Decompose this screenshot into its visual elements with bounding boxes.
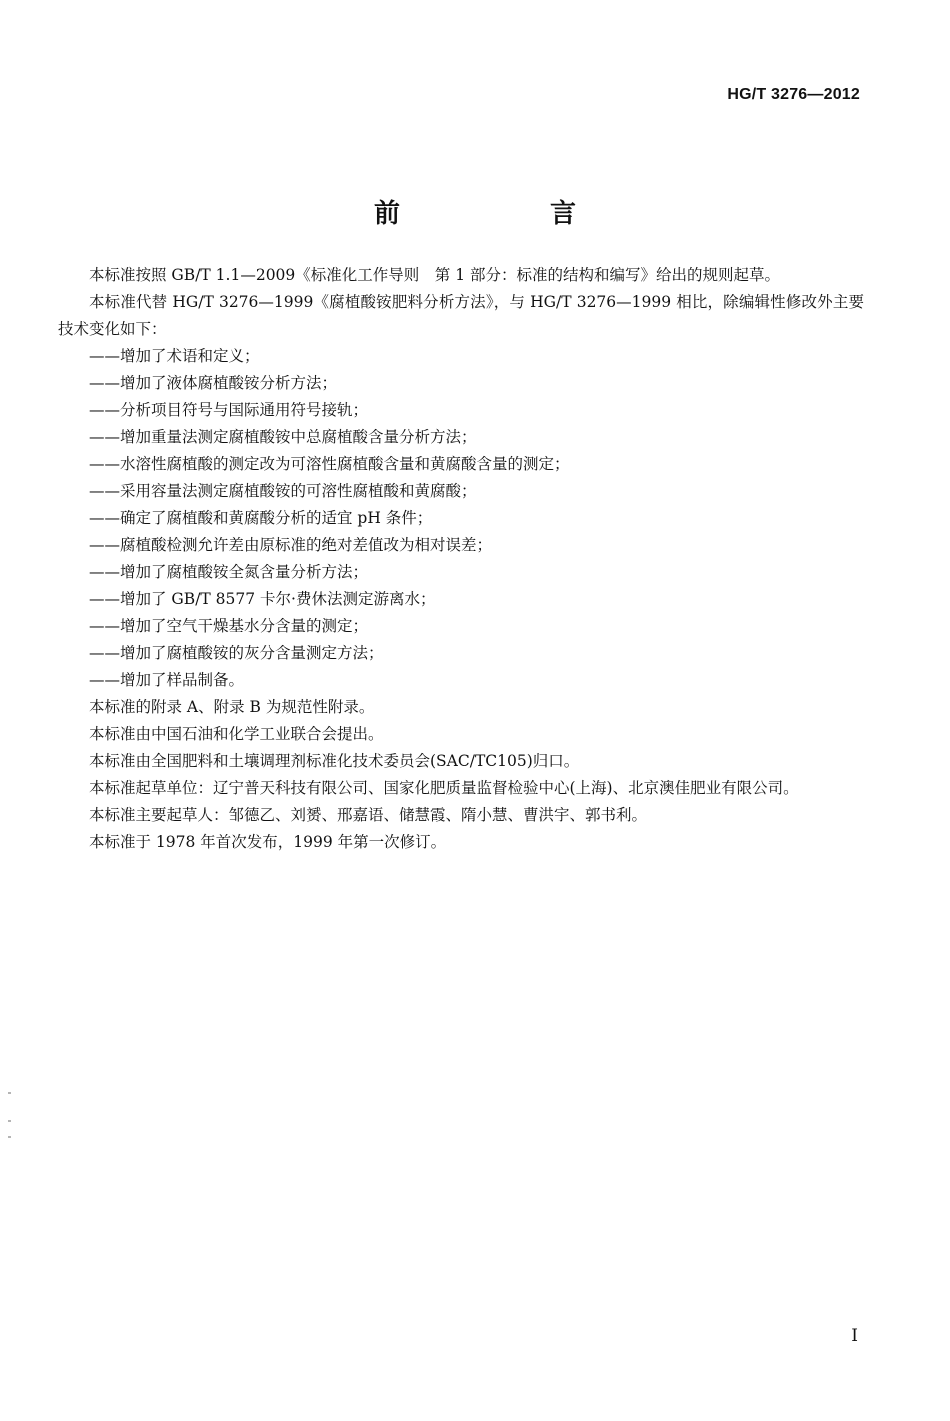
- paragraph-committee: 本标准由全国肥料和土壤调理剂标准化技术委员会(SAC/TC105)归口。: [89, 752, 580, 770]
- list-item: ——分析项目符号与国际通用符号接轨；: [89, 401, 369, 419]
- list-item: ——增加了空气干燥基水分含量的测定；: [89, 617, 369, 635]
- list-item: ——水溶性腐植酸的测定改为可溶性腐植酸含量和黄腐酸含量的测定；: [89, 455, 570, 473]
- list-item: ——采用容量法测定腐植酸铵的可溶性腐植酸和黄腐酸；: [89, 482, 477, 500]
- page-title: 前 言: [373, 199, 638, 230]
- list-item: ——增加了样品制备。: [89, 671, 245, 689]
- paragraph-drafting-rules: 本标准按照 GB/T 1.1—2009《标准化工作导则 第 1 部分：标准的结构和编写》给出的规则起草。: [89, 266, 781, 284]
- paragraph-annexes: 本标准的附录 A、附录 B 为规范性附录。: [89, 698, 375, 716]
- list-item: ——确定了腐植酸和黄腐酸分析的适宜 pH 条件；: [89, 509, 433, 527]
- technical-changes-list: [58, 343, 864, 694]
- list-item: ——增加了腐植酸铵全氮含量分析方法；: [89, 563, 369, 581]
- paragraph-drafting-units: 本标准起草单位：辽宁普天科技有限公司、国家化肥质量监督检验中心(上海)、北京澳佳肥业有限公司。: [89, 779, 799, 797]
- paragraph-proposer: 本标准由中国石油和化学工业联合会提出。: [89, 725, 384, 743]
- paragraph-history: 本标准于 1978 年首次发布，1999 年第一次修订。: [89, 833, 447, 851]
- page-number: I: [851, 1326, 858, 1346]
- paragraph-replacement: 本标准代替 HG/T 3276—1999《腐植酸铵肥料分析方法》，与 HG/T 3276—1999 相比，除编辑性修改外主要技术变化如下：: [58, 293, 864, 338]
- scan-artifact: [8, 1120, 11, 1122]
- standard-code: HG/T 3276—2012: [727, 86, 860, 103]
- scan-artifact: [8, 1092, 11, 1094]
- paragraph-drafters: 本标准主要起草人：邹德乙、刘赟、邢嘉语、储慧霞、隋小慧、曹洪宇、郭书利。: [89, 806, 648, 824]
- scan-artifact: [8, 1136, 11, 1138]
- list-item: ——增加了腐植酸铵的灰分含量测定方法；: [89, 644, 384, 662]
- list-item: ——增加了术语和定义；: [89, 347, 260, 365]
- list-item: ——增加了液体腐植酸铵分析方法；: [89, 374, 338, 392]
- list-item: ——腐植酸检测允许差由原标准的绝对差值改为相对误差；: [89, 536, 493, 554]
- list-item: ——增加重量法测定腐植酸铵中总腐植酸含量分析方法；: [89, 428, 477, 446]
- foreword-body: [58, 262, 864, 856]
- list-item: ——增加了 GB/T 8577 卡尔·费休法测定游离水；: [89, 590, 436, 608]
